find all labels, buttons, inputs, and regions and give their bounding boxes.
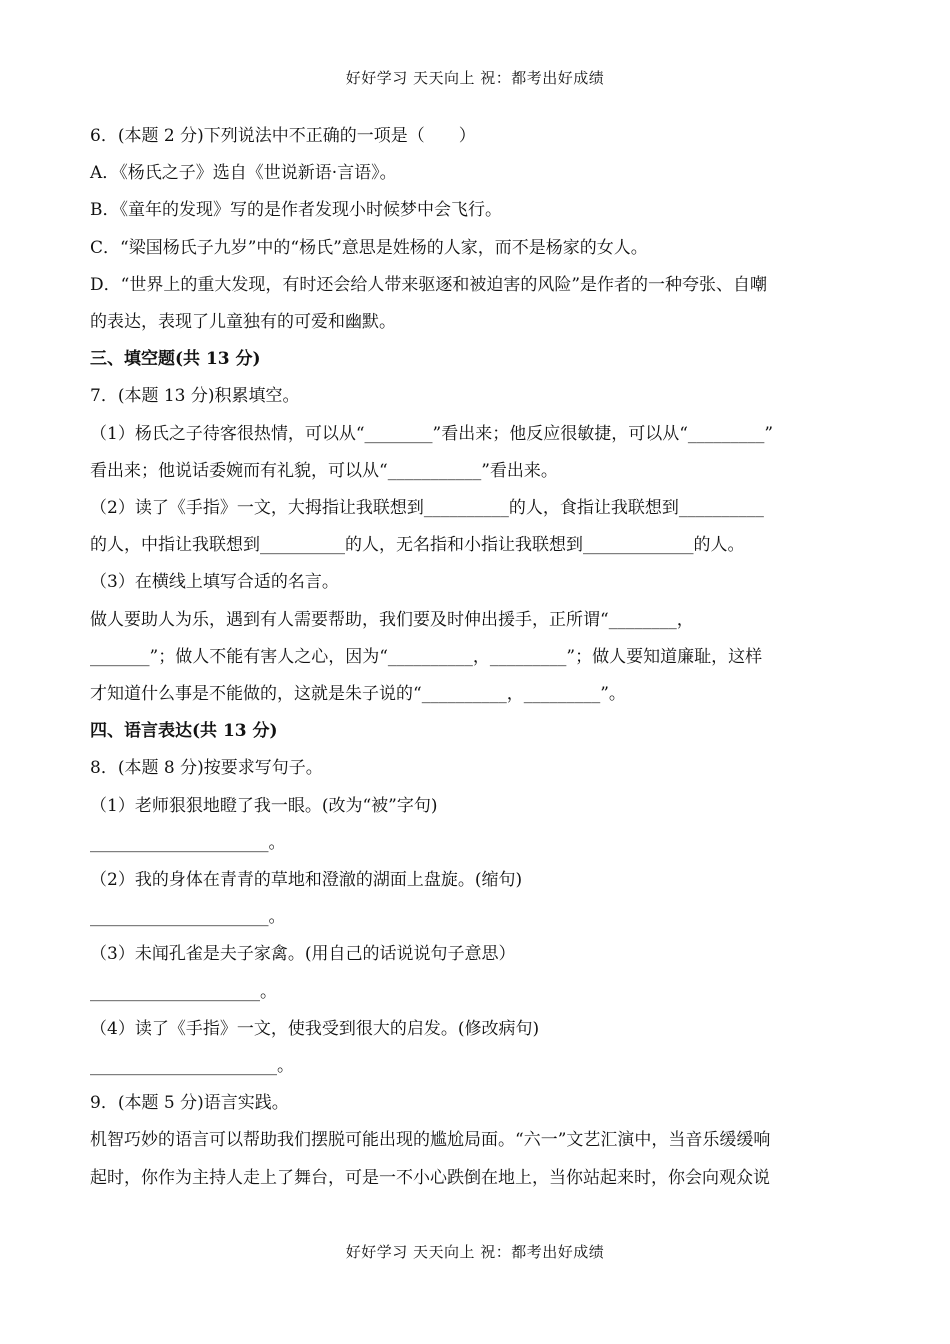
- q7-part2-line2: 的人，中指让我联想到__________的人，无名指和小指让我联想到_____________的人。: [90, 535, 745, 556]
- q8-item3: （3）未闻孔雀是夫子家禽。(用自己的话说说句子意思）: [90, 944, 516, 965]
- q8-item2: （2）我的身体在青青的草地和澄澈的湖面上盘旋。(缩句): [90, 870, 523, 891]
- q7-stem: 7．(本题 13 分)积累填空。: [90, 386, 300, 407]
- q7-part3-line2: _______”；做人不能有害人之心，因为“__________，_________”；做人要知道廉耻，这样: [90, 646, 763, 667]
- q8-answer3-blank: ____________________。: [90, 981, 277, 1002]
- q7-part3-title: （3）在横线上填写合适的名言。: [90, 572, 339, 593]
- q6-option-a: A．《杨氏之子》选自《世说新语·言语》。: [90, 163, 397, 184]
- q8-item4: （4）读了《手指》一文，使我受到很大的启发。(修改病句): [90, 1018, 540, 1039]
- q7-part1-line2: 看出来；他说话委婉而有礼貌，可以从“___________”看出来。: [90, 460, 558, 481]
- q9-stem: 9．(本题 5 分)语言实践。: [90, 1093, 289, 1114]
- q8-answer4-blank: ______________________。: [90, 1056, 294, 1077]
- q9-text-line2: 起时，你作为主持人走上了舞台，可是一不小心跌倒在地上，当你站起来时，你会向观众说: [90, 1167, 770, 1188]
- q7-part3-line3: 才知道什么事是不能做的，这就是朱子说的“__________，_________”。: [90, 684, 626, 705]
- q7-part3-line1: 做人要助人为乐，遇到有人需要帮助，我们要及时伸出援手，正所谓“________，: [90, 609, 694, 630]
- page-header: 好好学习 天天向上 祝：都考出好成绩: [345, 69, 605, 87]
- q6-option-d-line2: 的表达，表现了儿童独有的可爱和幽默。: [90, 312, 396, 333]
- q8-stem: 8．(本题 8 分)按要求写句子。: [90, 758, 323, 779]
- q6-option-c: C．“梁国杨氏子九岁”中的“杨氏”意思是姓杨的人家，而不是杨家的女人。: [90, 237, 648, 258]
- section-3-title: 三、填空题(共 13 分): [90, 349, 261, 370]
- q6-option-b: B．《童年的发现》写的是作者发现小时候梦中会飞行。: [90, 200, 502, 221]
- q8-item1: （1）老师狠狠地瞪了我一眼。(改为“被”字句): [90, 795, 438, 816]
- q9-text-line1: 机智巧妙的语言可以帮助我们摆脱可能出现的尴尬局面。“六一”文艺汇演中，当音乐缓缓响: [90, 1130, 771, 1151]
- q7-part1-line1: （1）杨氏之子待客很热情，可以从“________”看出来；他反应很敏捷，可以从“_________”: [90, 423, 774, 444]
- section-4-title: 四、语言表达(共 13 分): [90, 721, 278, 742]
- q6-stem: 6．(本题 2 分)下列说法中不正确的一项是（ ）: [90, 126, 476, 146]
- q6-option-d-line1: D．“世界上的重大发现，有时还会给人带来驱逐和被迫害的风险”是作者的一种夸张、自嘲: [90, 274, 768, 295]
- q8-answer1-blank: _____________________。: [90, 832, 286, 853]
- page-footer: 好好学习 天天向上 祝：都考出好成绩: [345, 1243, 605, 1261]
- q7-part2-line1: （2）读了《手指》一文，大拇指让我联想到__________的人，食指让我联想到__________: [90, 498, 764, 519]
- q8-answer2-blank: _____________________。: [90, 907, 286, 928]
- exam-content: [90, 118, 860, 1197]
